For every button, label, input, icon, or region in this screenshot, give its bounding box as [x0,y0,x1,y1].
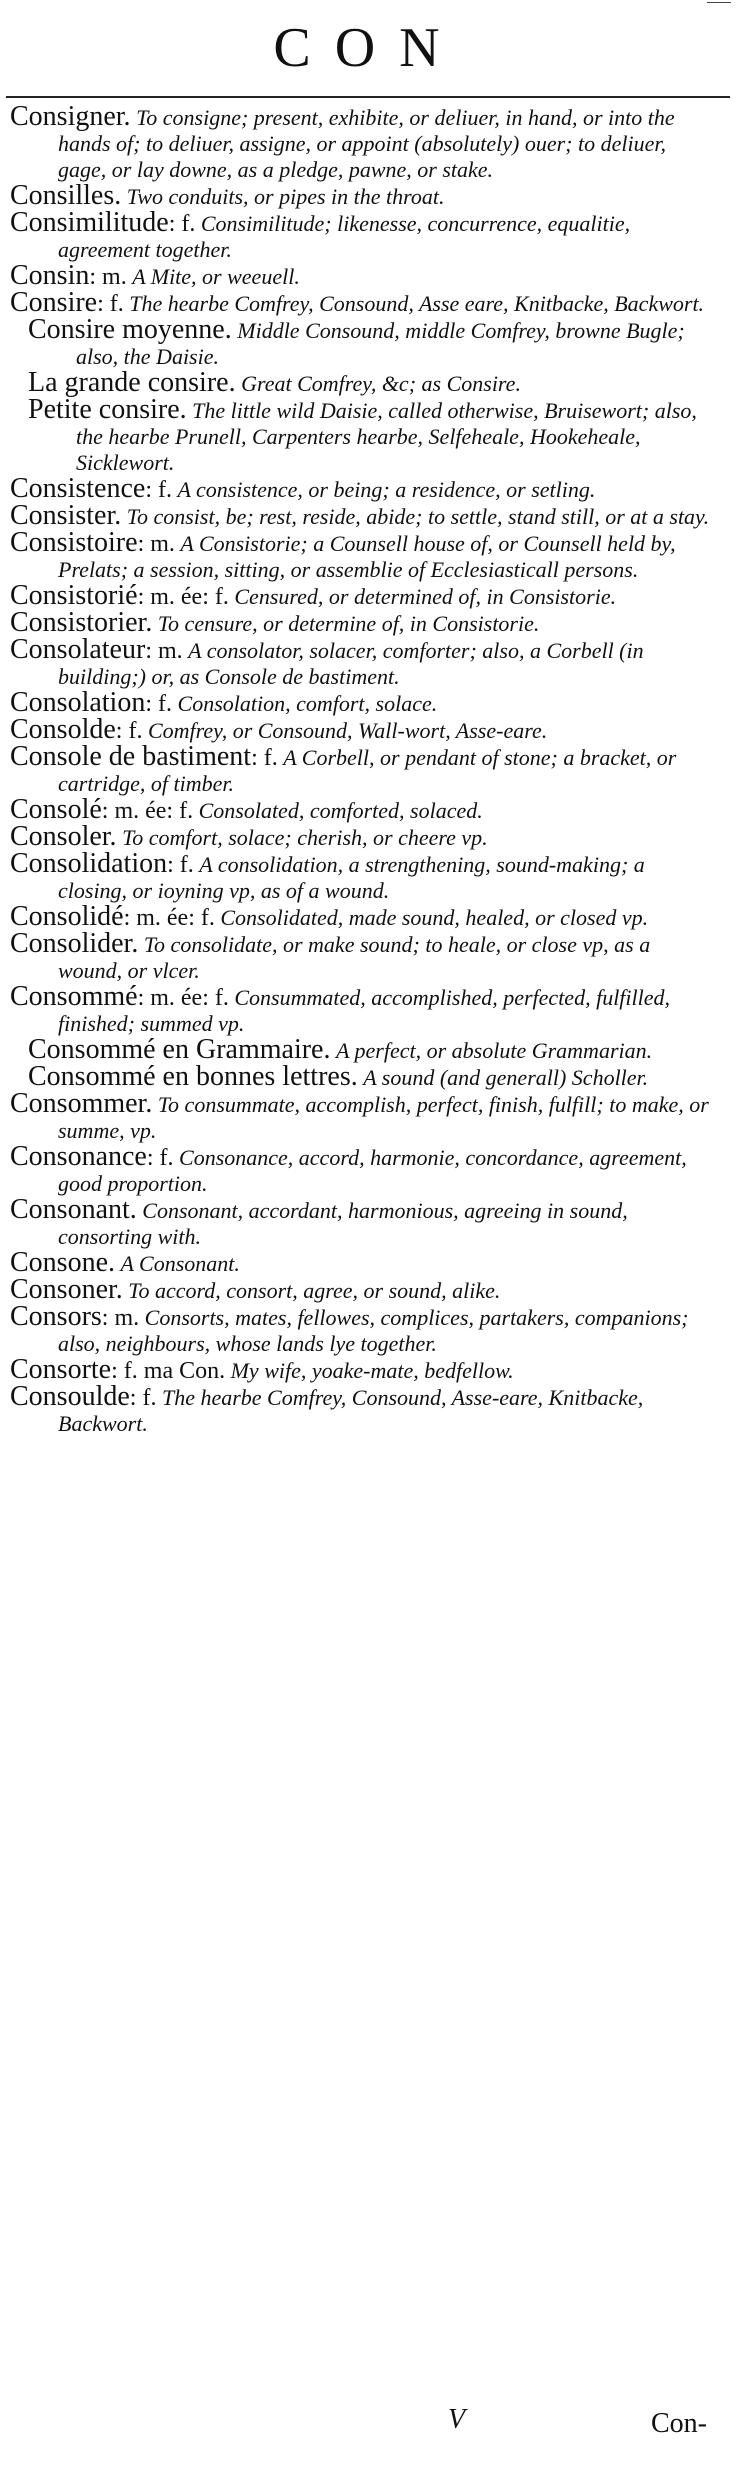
definition: Consimilitude; likenesse, concurrence, equalitie, agreement together. [58,211,631,262]
definition: A Corbell, or pendant of stone; a bracket, or cartridge, of timber. [58,745,677,796]
grammar-label: : f. [146,1145,174,1171]
headword: Consoner. [10,1274,123,1305]
definition: To consigne; present, exhibite, or deliuer, in hand, or into the hands of; to deliuer, assigne, or appoint (absolutely) ouer; to deliuer, gage, or lay downe, as a pledge, pawne, or stake. [58,105,675,182]
sub-entry [10,367,716,398]
headword: Consire moyenne. [28,314,232,345]
headword: Consorte [10,1354,112,1385]
headword: Consistoire [10,527,138,558]
headword: Consistence [10,473,146,504]
definition: Comfrey, or Consound, Wall-wort, Asse-eare. [147,718,548,743]
headword: Consommer. [10,1088,153,1119]
dictionary-entry [10,207,716,263]
grammar-label: : f. [145,477,172,503]
definition: A Consistorie; a Counsell house of, or Counsell held by, Prelats; a session, sitting, or assemblie of Ecclesiasticall persons. [58,531,676,582]
headword: Consolation [10,687,146,718]
dictionary-entry [10,1354,716,1385]
headword: Consire [10,287,98,318]
definition: The little wild Daisie, called otherwise, Bruisewort; also, the hearbe Prunell, Carpenters hearbe, Selfeheale, Hookeheale, Sicklewort. [76,398,697,475]
definition: To accord, consort, agree, or sound, alike. [128,1278,501,1303]
headword: Consors [10,1301,102,1332]
grammar-label: : f. [251,745,278,771]
headword: Consolidation [10,848,168,879]
headword: Consommé [10,981,138,1012]
grammar-label: : m. ée: f. [101,798,194,824]
dictionary-entry [10,981,716,1037]
headword: Consonant. [10,1194,137,1225]
definition: A consolator, solacer, comforter; also, a Corbell (in building;) or, as Console de bastiment. [58,638,644,689]
grammar-label: : f. [97,291,124,317]
dictionary-entry [10,180,716,211]
grammar-label: : f. [168,211,196,237]
grammar-label: : f. [115,718,143,744]
headword: Consommé en bonnes lettres. [28,1061,358,1092]
definition: Consorts, mates, fellowes, complices, partakers, companions; also, neighbours, whose lands lye together. [58,1305,689,1356]
definition: Great Comfrey, &c; as Consire. [241,371,521,396]
corner-mark [707,2,731,7]
definition: A perfect, or absolute Grammarian. [335,1038,653,1063]
definition: To comfort, solace; cherish, or cheere vp. [122,825,488,850]
dictionary-entry [10,1301,716,1357]
entry-list [10,101,716,1437]
dictionary-entry [10,1141,716,1197]
running-head: CON [273,17,464,79]
headword: Consolde [10,714,116,745]
dictionary-entry [10,1274,716,1305]
definition: Consolated, comforted, solaced. [198,798,483,823]
dictionary-entry [10,500,716,531]
definition: The hearbe Comfrey, Consound, Asse-eare, Knitbacke, Backwort. [58,1385,644,1436]
headword: Consimilitude [10,207,169,238]
headword: La grande consire. [28,367,236,398]
definition: A Consonant. [120,1251,240,1276]
dictionary-entry [10,580,716,611]
headword: Consolider. [10,928,139,959]
headword: Consommé en Grammaire. [28,1034,331,1065]
dictionary-entry [10,794,716,825]
dictionary-entry [10,928,716,984]
definition: Consonant, accordant, harmonious, agreeing in sound, consorting with. [58,1198,628,1249]
definition: Middle Consound, middle Comfrey, browne Bugle; also, the Daisie. [76,318,685,369]
definition: Censured, or determined of, in Consistorie. [234,584,617,609]
grammar-label: : m. [137,531,175,557]
definition: Two conduits, or pipes in the throat. [126,184,445,209]
headword: Consoulde [10,1381,130,1412]
dictionary-entry [10,634,716,690]
headword: Console de bastiment [10,741,252,772]
dictionary-entry [10,473,716,504]
headword: Petite consire. [28,394,187,425]
grammar-label: : m. [101,1305,140,1331]
grammar-label: : m. ée: f. [123,905,215,931]
headword: Consonance [10,1141,147,1172]
headword: Consin [10,260,90,291]
headword: Consister. [10,500,122,531]
headword: Consolidé [10,901,124,932]
definition: A sound (and generall) Scholler. [363,1065,649,1090]
definition: Consolidated, made sound, healed, or closed vp. [220,905,649,930]
sub-entry [10,1034,716,1065]
headword: Consilles. [10,180,122,211]
definition: To censure, or determine of, in Consistorie. [157,611,540,636]
page-footer [0,2400,737,2460]
dictionary-entry [10,1088,716,1144]
dictionary-entry [10,1381,716,1437]
dictionary-entry [10,901,716,932]
grammar-label: : m. [89,264,127,290]
dictionary-entry [10,287,716,318]
definition: The hearbe Comfrey, Consound, Asse eare, Knitbacke, Backwort. [129,291,705,316]
definition: Consummated, accomplished, perfected, fulfilled, finished; summed vp. [58,985,671,1036]
headword: Consigner. [10,101,131,132]
dictionary-entry [10,741,716,797]
dictionary-entry [10,1194,716,1250]
dictionary-entry [10,527,716,583]
dictionary-entry [10,101,716,183]
sub-entry [10,1061,716,1092]
dictionary-entry [10,687,716,718]
headword: Consoler. [10,821,117,852]
definition: To consist, be; rest, reside, abide; to settle, stand still, or at a stay. [126,504,710,529]
definition: A Mite, or weeuell. [132,264,300,289]
definition: To consolidate, or make sound; to heale, or close vp, as a wound, or vlcer. [58,932,651,983]
sub-entry [10,394,716,476]
grammar-label: : f. [167,852,194,878]
grammar-label: : m. ée: f. [137,584,229,610]
dictionary-entry [10,848,716,904]
headword: Consolateur [10,634,146,665]
dictionary-entry [10,1247,716,1278]
signature-mark: V [448,2404,466,2435]
definition: My wife, yoake-mate, bedfellow. [230,1358,514,1383]
definition: Consonance, accord, harmonie, concordance, agreement, good proportion. [58,1145,687,1196]
grammar-label: : f. ma Con. [111,1358,226,1384]
grammar-label: : f. [129,1385,157,1411]
definition: A consolidation, a strengthening, sound-making; a closing, or ioyning vp, as of a wound. [58,852,645,903]
dictionary-entry [10,607,716,638]
grammar-label: : m. ée: f. [137,985,229,1011]
sub-entry [10,314,716,370]
dictionary-entry [10,821,716,852]
headword: Consistorié [10,580,138,611]
grammar-label: : m. [145,638,183,664]
grammar-label: : f. [145,691,173,717]
header-rule [6,96,730,98]
headword: Consolé [10,794,102,825]
definition: To consummate, accomplish, perfect, finish, fulfill; to make, or summe, vp. [58,1092,709,1143]
dictionary-entry [10,714,716,745]
definition: Consolation, comfort, solace. [177,691,438,716]
dictionary-entry [10,260,716,291]
headword: Consistorier. [10,607,153,638]
headword: Consone. [10,1247,115,1278]
catchword: Con- [651,2408,707,2439]
definition: A consistence, or being; a residence, or setling. [177,477,596,502]
